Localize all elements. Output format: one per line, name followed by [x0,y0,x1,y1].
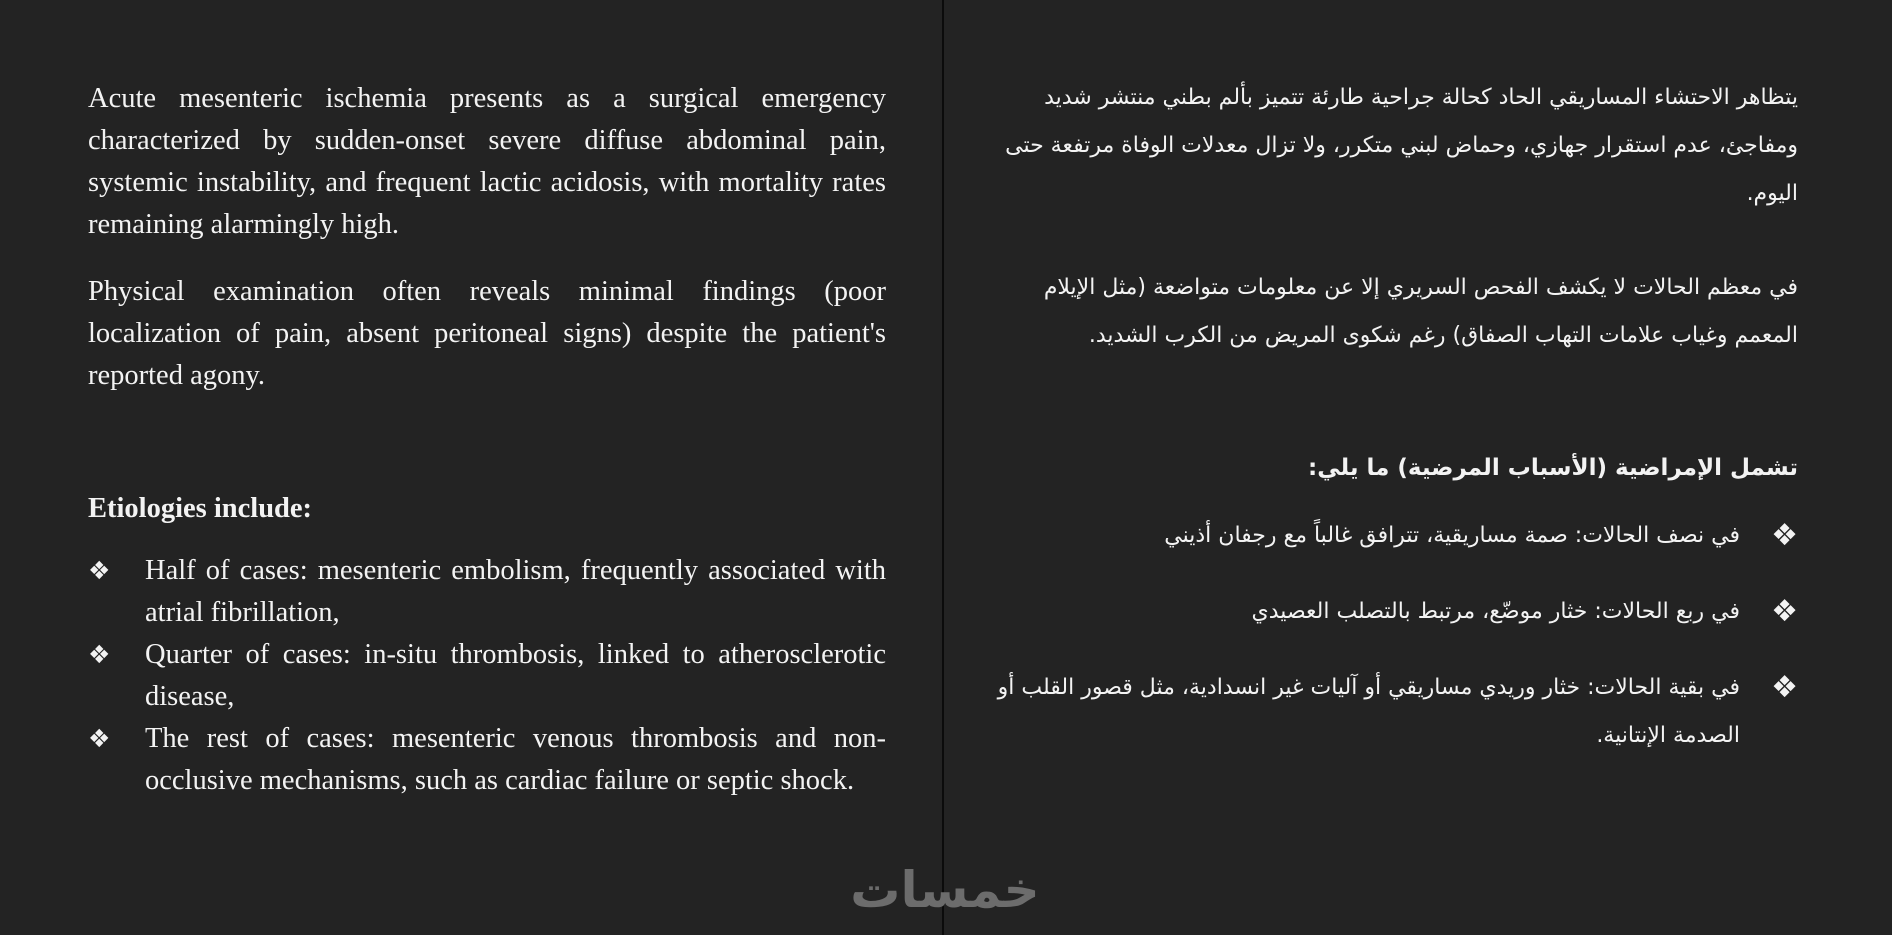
list-item-text: في ربع الحالات: خثار موضّع، مرتبط بالتصلب العصيدي [1251,599,1740,624]
list-item [88,634,886,718]
arabic-paragraph-exam: في معظم الحالات لا يكشف الفحص السريري إلا عن معلومات متواضعة (مثل الإيلام المعمم وغياب علامات التهاب الصفاق) رغم شكوى المريض من الكرب الشديد. [1043,275,1798,348]
english-column [88,78,886,802]
list-item [996,664,1798,760]
list-item [88,718,886,802]
diamond-bullet-icon: ❖ [88,724,111,753]
arabic-etiologies-list [996,512,1798,760]
khamsat-watermark-logo: خمسات [850,861,1040,919]
english-paragraph-exam: Physical examination often reveals minimal findings (poor localization of pain, absent peritoneal signs) despite the patient's reported agony. [88,276,886,391]
list-item-text: في بقية الحالات: خثار وريدي مساريقي أو آليات غير انسدادية، مثل قصور القلب أو الصدمة الإنتانية. [997,675,1740,748]
list-item-text: Half of cases: mesenteric embolism, frequently associated with atrial fibrillation, [145,555,886,628]
diamond-bullet-icon: ❖ [1771,670,1798,705]
diamond-bullet-icon: ❖ [88,640,111,669]
list-item-text: The rest of cases: mesenteric venous thrombosis and non-occlusive mechanisms, such as cardiac failure or septic shock. [145,723,886,796]
list-item-text: في نصف الحالات: صمة مساريقية، تترافق غالباً مع رجفان أذيني [1164,523,1740,548]
list-item [88,550,886,634]
diamond-bullet-icon: ❖ [88,556,111,585]
english-etiologies-list [88,550,886,802]
english-paragraph-intro: Acute mesenteric ischemia presents as a surgical emergency characterized by sudden-onset severe diffuse abdominal pain, systemic instability, and frequent lactic acidosis, with mortality rates remaining alarmingly high. [88,83,886,240]
list-item [996,512,1798,560]
arabic-column [996,74,1798,788]
column-divider [942,0,944,935]
arabic-etiologies-heading: تشمل الإمراضية (الأسباب المرضية) ما يلي: [1308,455,1798,481]
diamond-bullet-icon: ❖ [1771,594,1798,629]
list-item-text: Quarter of cases: in-situ thrombosis, linked to atherosclerotic disease, [145,639,886,712]
diamond-bullet-icon: ❖ [1771,518,1798,553]
english-etiologies-heading: Etiologies include: [88,493,313,524]
arabic-paragraph-intro: يتظاهر الاحتشاء المساريقي الحاد كحالة جراحية طارئة تتميز بألم بطني منتشر شديد ومفاجئ، عدم استقرار جهازي، وحماض لبني متكرر، ولا تزال معدلات الوفاة مرتفعة حتى اليوم. [1005,85,1798,206]
list-item [996,588,1798,636]
